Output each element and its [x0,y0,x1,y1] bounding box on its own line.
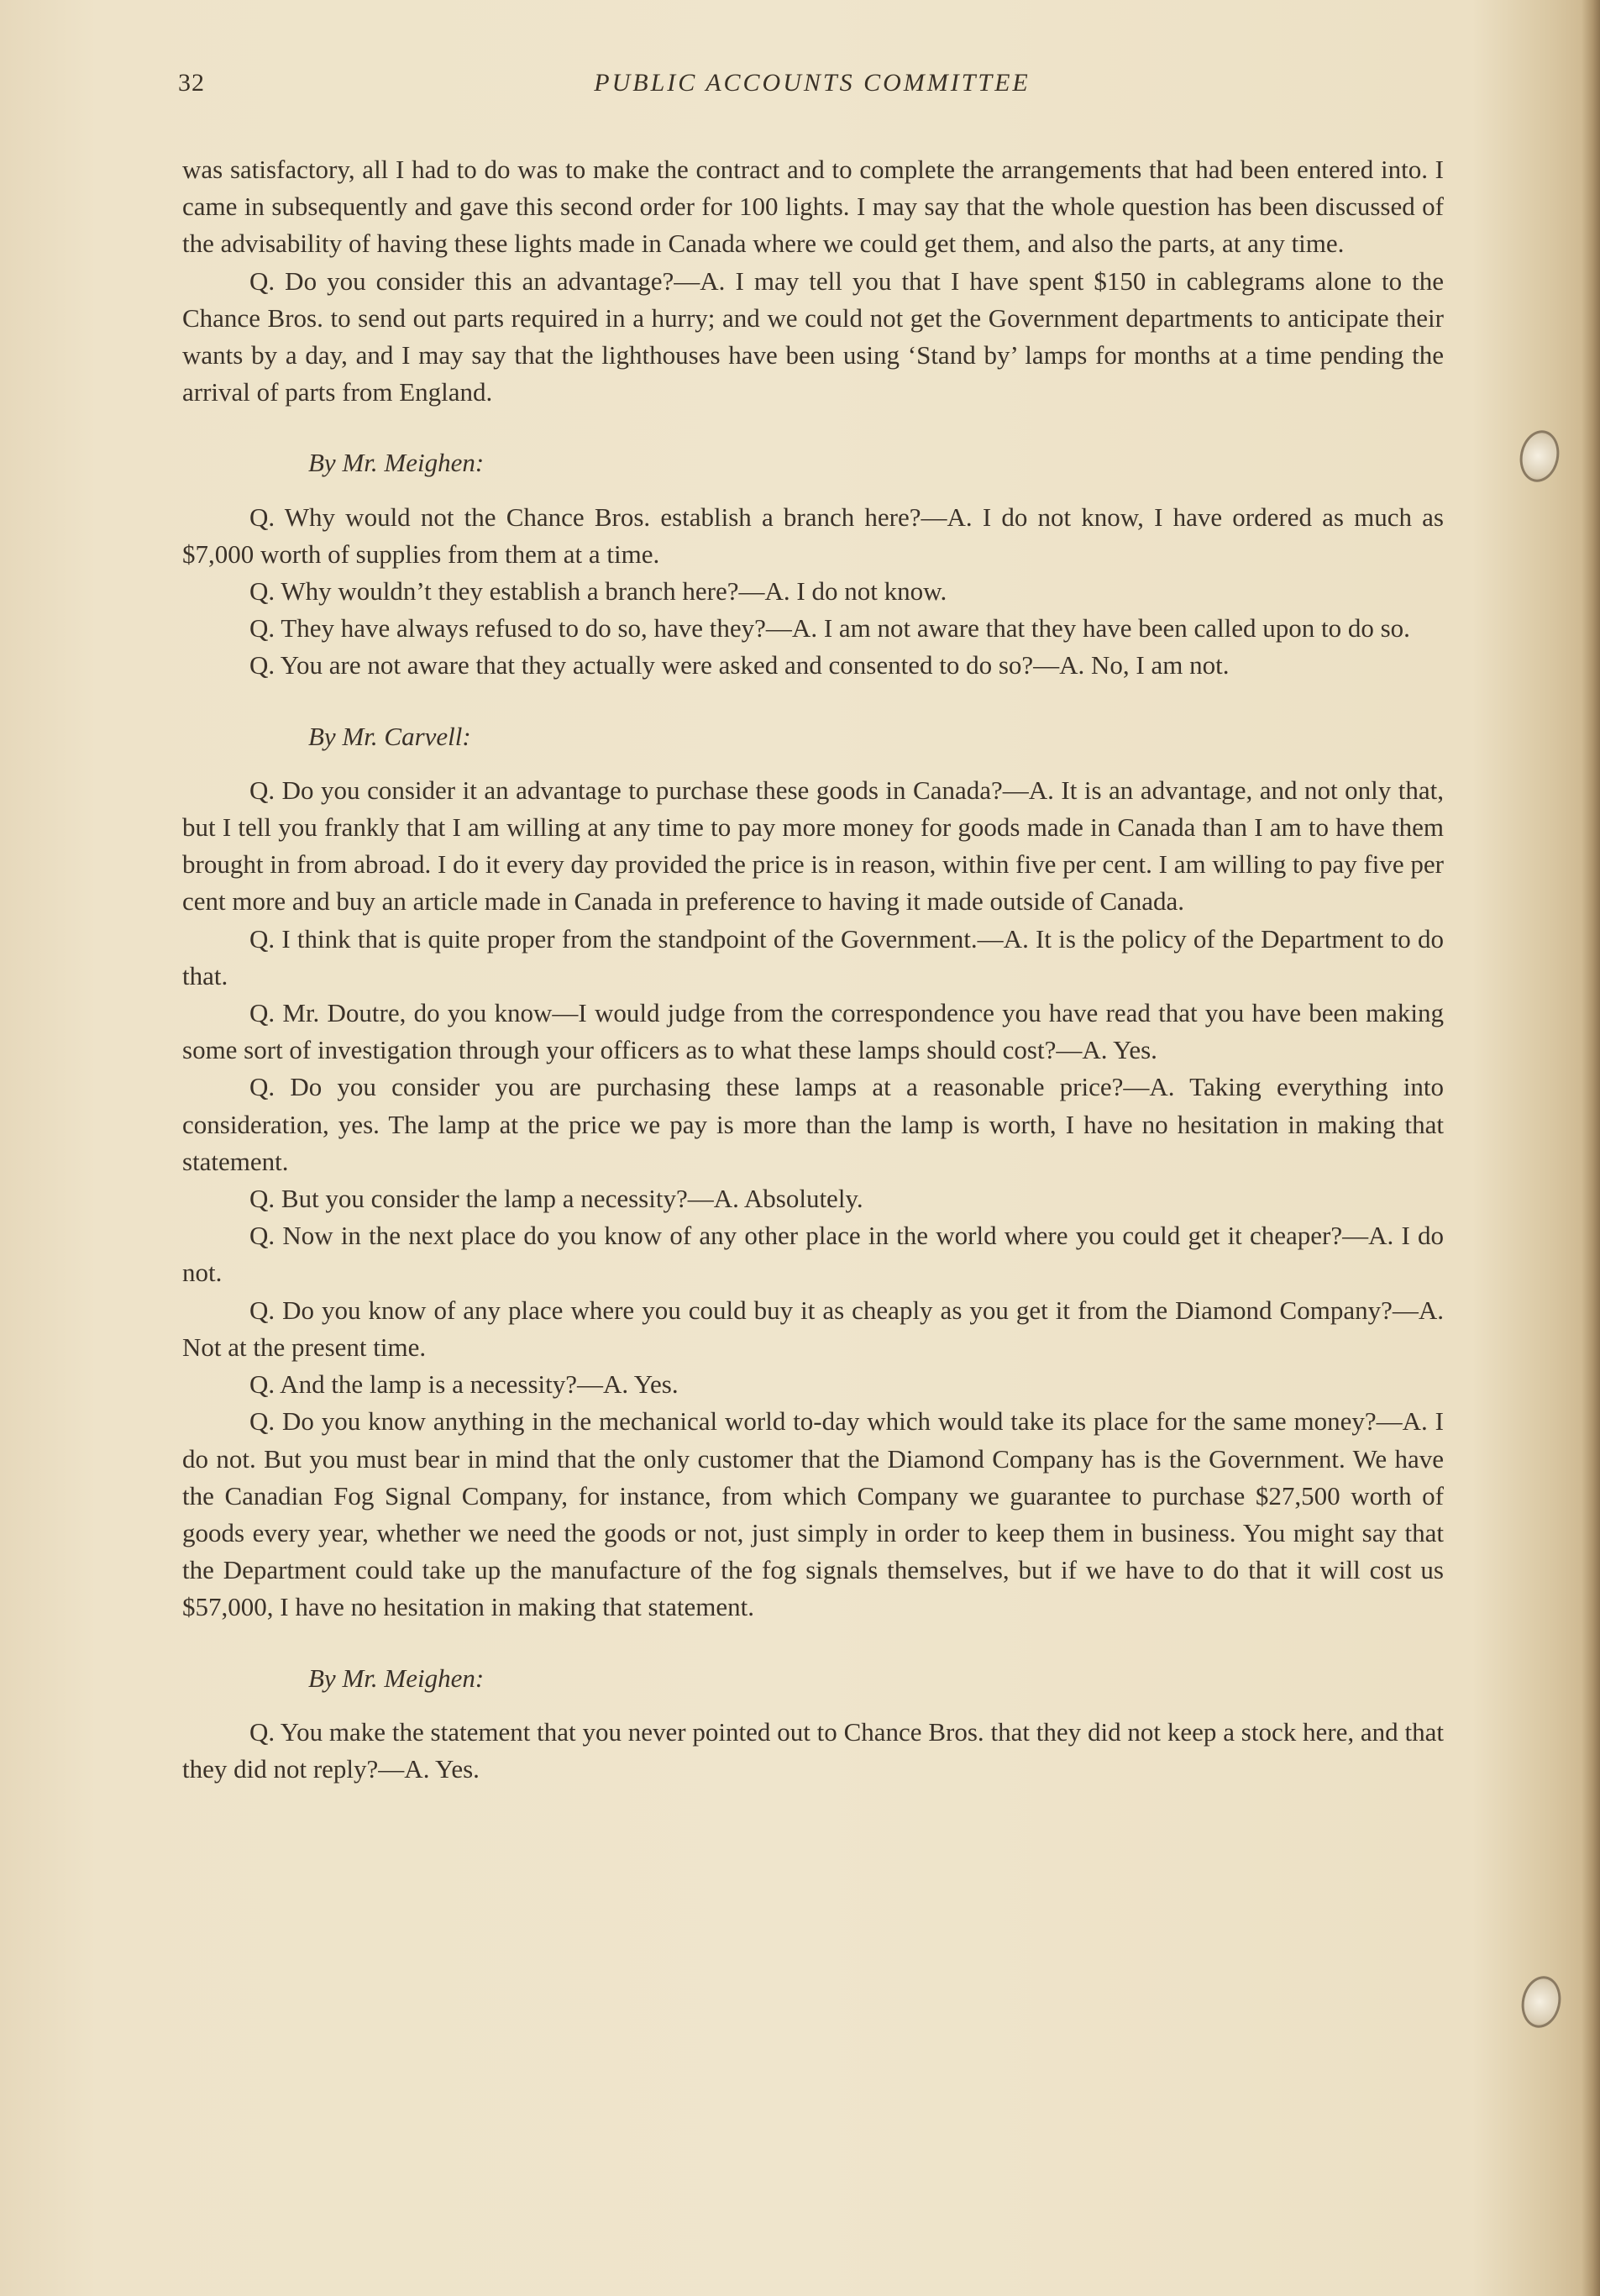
running-title: PUBLIC ACCOUNTS COMMITTEE [594,69,1031,97]
speaker-heading: By Mr. Meighen: [308,1663,485,1693]
qa-paragraph: Q. Do you consider it an advantage to purchase these goods in Canada?—A. It is an advantage, and not only that, but I tell you frankly that I am willing at any time to pay more money for goods made in Canada than I am to have them brought in from abroad. I do it every day provided the price is in reason, within five per cent. I am willing to pay five per cent more and buy an article made in Canada in preference to having it made outside of Canada. [182,775,1444,917]
document-body [182,151,1444,1788]
qa-paragraph: Q. They have always refused to do so, have they?—A. I am not aware that they have been called upon to do so. [249,613,1410,644]
page-header [178,69,1446,109]
speaker-heading: By Mr. Meighen: [308,448,485,478]
qa-paragraph: Q. You make the statement that you never pointed out to Chance Bros. that they did not keep a stock here, and that they did not reply?—A. Yes. [182,1716,1444,1784]
qa-paragraph: Q. Do you consider you are purchasing these lamps at a reasonable price?—A. Taking everything into consideration, yes. The lamp at the price we pay is more than the lamp is worth, I have no hesitation in making that statement. [182,1072,1444,1176]
qa-paragraph: Q. Do you consider this an advantage?—A. I may tell you that I have spent $150 in cablegrams alone to the Chance Bros. to send out parts required in a hurry; and we could not get the Government departments to anticipate their wants by a day, and I may say that the lighthouses have been using ‘Stand by’ lamps for months at a time pending the arrival of parts from England. [182,265,1444,407]
page-number: 32 [178,69,205,97]
qa-paragraph: Q. And the lamp is a necessity?—A. Yes. [249,1369,679,1400]
qa-paragraph: Q. Now in the next place do you know of any other place in the world where you could get it cheaper?—A. I do not. [182,1221,1444,1288]
paragraph: was satisfactory, all I had to do was to make the contract and to complete the arrangements that had been entered into. I came in subsequently and gave this second order for 100 lights. I may say that the whole question has been discussed of the advisability of having these lights made in Canada where we could get them, and also the parts, at any time. [182,155,1444,259]
qa-paragraph: Q. Do you know of any place where you could buy it as cheaply as you get it from the Diamond Company?—A. Not at the present time. [182,1295,1444,1362]
qa-paragraph: Q. Why would not the Chance Bros. establish a branch here?—A. I do not know, I have ordered as much as $7,000 worth of supplies from them at a time. [182,502,1444,569]
qa-paragraph: Q. I think that is quite proper from the standpoint of the Government.—A. It is the policy of the Department to do that. [182,923,1444,990]
qa-paragraph: Q. Do you know anything in the mechanical world to-day which would take its place for the same money?—A. I do not. But you must bear in mind that the only customer that the Diamond Company has is the Government. We have the Canadian Fog Signal Company, for instance, from which Company we guarantee to purchase $27,500 worth of goods every year, whether we need the goods or not, just simply in order to keep them in business. You might say that the Department could take up the manufacture of the fog signals themselves, but if we have to do that it will cost us $57,000, I have no hesitation in making that statement. [182,1406,1444,1622]
binding-hole-icon [1517,1973,1566,2031]
qa-paragraph: Q. You are not aware that they actually were asked and consented to do so?—A. No, I am not. [249,650,1230,680]
page-edge-shadow [1582,0,1600,2296]
qa-paragraph: Q. But you consider the lamp a necessity?—A. Absolutely. [249,1184,863,1214]
qa-paragraph: Q. Mr. Doutre, do you know—I would judge from the correspondence you have read that you have been making some sort of investigation through your officers as to what these lamps should cost?—A. Yes. [182,998,1444,1065]
speaker-heading: By Mr. Carvell: [308,721,471,751]
binding-hole-icon [1515,427,1564,486]
qa-paragraph: Q. Why wouldn’t they establish a branch here?—A. I do not know. [249,576,947,607]
